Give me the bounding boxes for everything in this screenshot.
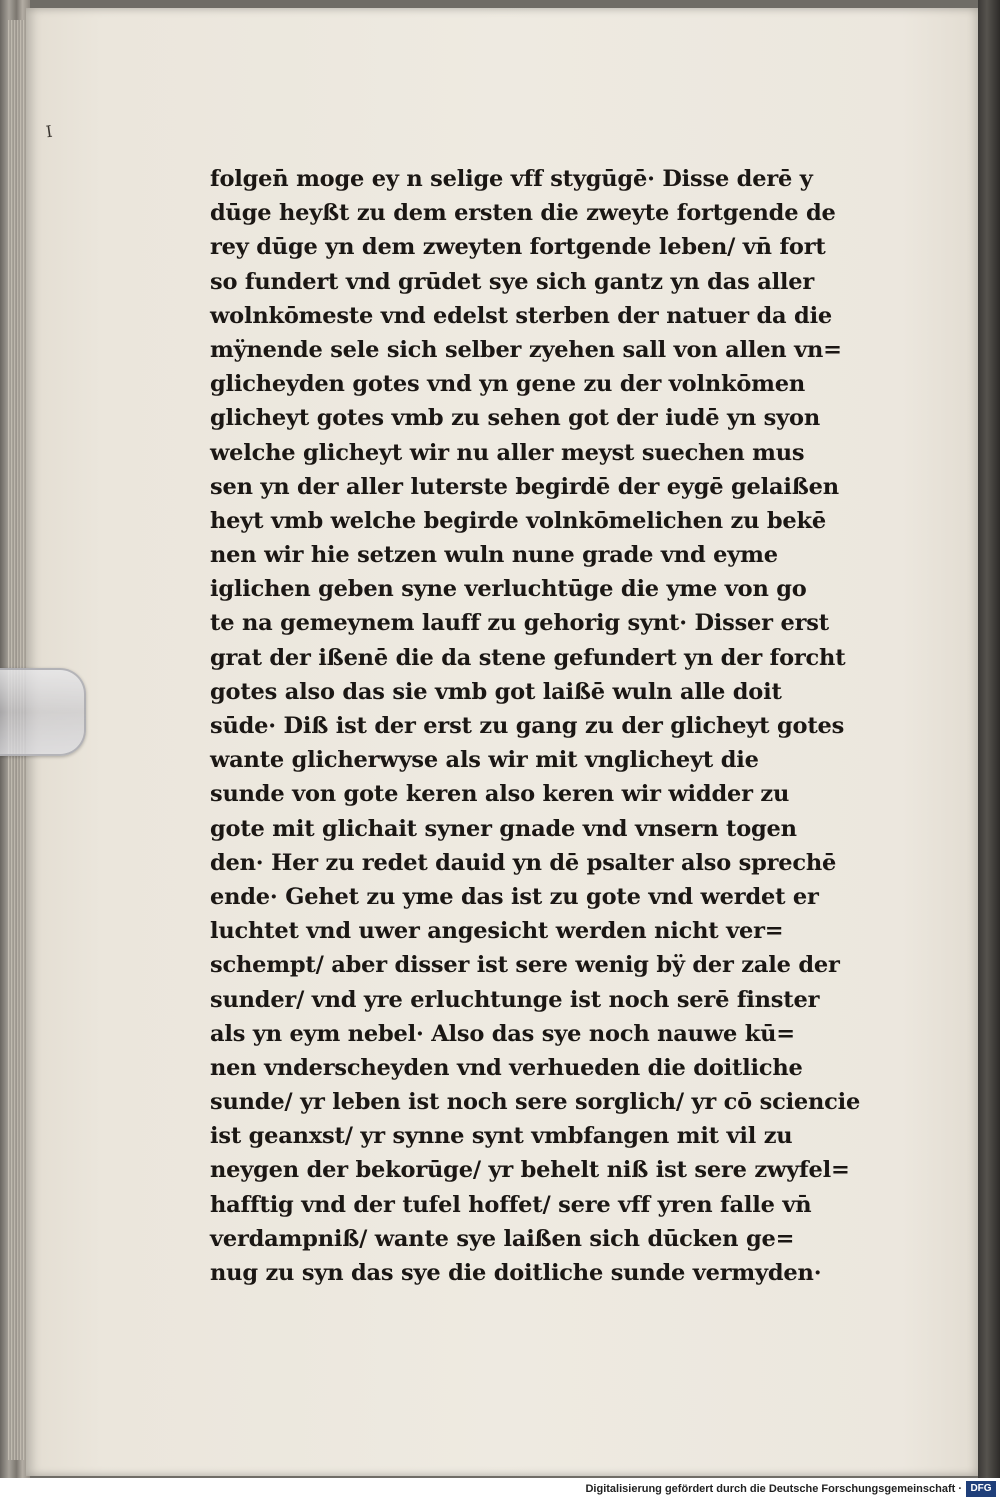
text-line: wante glicherwyse als wir mit vnglicheyt die <box>210 747 759 774</box>
text-line: neygen der bekorūge/ yr behelt niß ist sere zwyfel= <box>210 1157 850 1184</box>
text-line: welche glicheyt wir nu aller meyst suechen mus <box>210 439 805 466</box>
book-right-edge <box>978 0 1000 1478</box>
page-clip <box>0 668 86 756</box>
text-line: schempt/ aber disser ist sere wenig bÿ der zale der <box>210 952 840 979</box>
text-line: folgen̄ moge ey n selige vff stygūgē· Disse derē y <box>210 166 813 192</box>
footer-bar <box>0 1478 1000 1501</box>
text-line: grat der ißenē die da stene gefundert yn der forcht <box>210 644 846 671</box>
text-line: mÿnende sele sich selber zyehen sall von allen vn= <box>210 336 842 363</box>
text-line: glicheyden gotes vnd yn gene zu der volnkōmen <box>210 371 806 398</box>
text-line: gote mit glichait syner gnade vnd vnsern togen <box>210 815 797 842</box>
text-line: ende· Gehet zu yme das ist zu gote vnd werdet er <box>210 883 819 910</box>
text-line: wolnkōmeste vnd edelst sterben der natuer da die <box>210 302 833 329</box>
text-line: nen wir hie setzen wuln nune grade vnd eyme <box>210 542 778 569</box>
text-line: iglichen geben syne verluchtūge die yme von go <box>210 576 807 603</box>
text-line: sen yn der aller luterste begirdē der eygē gelaißen <box>210 473 839 500</box>
text-line: sunde von gote keren also keren wir widder zu <box>210 781 790 808</box>
text-line: ist geanxst/ yr synne synt vmbfangen mit vil zu <box>210 1123 793 1150</box>
dfg-logo: DFG <box>966 1481 996 1497</box>
text-line: den· Her zu redet dauid yn dē psalter also sprechē <box>210 849 837 876</box>
text-line: rey dūge yn dem zweyten fortgende leben/ vn̄ fort <box>210 234 826 261</box>
text-line: als yn eym nebel· Also das sye noch nauwe kū= <box>210 1020 795 1047</box>
funding-credit: Digitalisierung gefördert durch die Deutsche Forschungsgemeinschaft · <box>585 1483 962 1495</box>
text-line: sunde/ yr leben ist noch sere sorglich/ yr cō sciencie <box>210 1089 861 1116</box>
text-line: gotes also das sie vmb got laißē wuln alle doit <box>210 678 782 705</box>
margin-mark: I <box>44 121 54 142</box>
text-line: glicheyt gotes vmb zu sehen got der iudē yn syon <box>210 405 820 432</box>
text-line: luchtet vnd uwer angesicht werden nicht ver= <box>210 918 784 945</box>
blackletter-text-block <box>210 162 861 1286</box>
text-line: hafftig vnd der tufel hoffet/ sere vff yren falle vn̄ <box>210 1191 812 1218</box>
text-line: nug zu syn das sye die doitliche sunde vermyden· <box>210 1260 822 1286</box>
text-line: nen vnderscheyden vnd verhueden die doitliche <box>210 1054 803 1081</box>
text-line: sunder/ vnd yre erluchtunge ist noch serē finster <box>210 986 820 1013</box>
text-line: te na gemeynem lauff zu gehorig synt· Disser erst <box>210 610 829 637</box>
text-line: dūge heyßt zu dem ersten die zweyte fortgende de <box>210 200 836 227</box>
text-line: so fundert vnd grūdet sye sich gantz yn das aller <box>210 268 815 295</box>
text-line: heyt vmb welche begirde volnkōmelichen zu bekē <box>210 507 827 534</box>
text-line: verdampniß/ wante sye laißen sich dūcken ge= <box>210 1225 795 1252</box>
text-line: sūde· Diß ist der erst zu gang zu der glicheyt gotes <box>210 713 845 739</box>
